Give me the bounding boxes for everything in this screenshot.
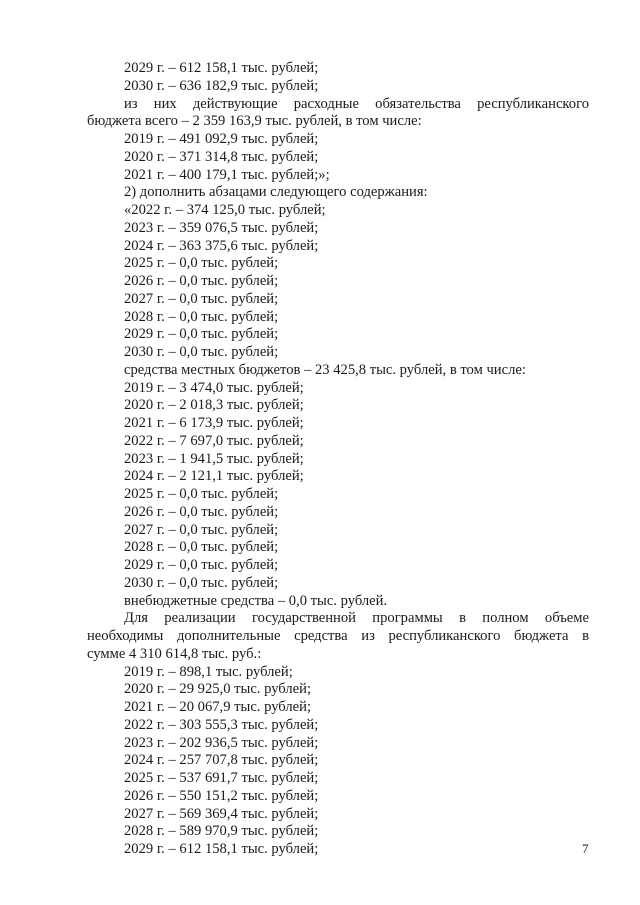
text-line: 2020 г. – 2 018,3 тыс. рублей; xyxy=(124,397,304,414)
text-line: 2030 г. – 636 182,9 тыс. рублей; xyxy=(124,77,319,94)
body-text xyxy=(87,60,589,859)
text-line: 2027 г. – 0,0 тыс. рублей; xyxy=(124,521,279,538)
text-line: 2025 г. – 0,0 тыс. рублей; xyxy=(124,255,279,272)
text-line: из них действующие расходные обязательства республиканского xyxy=(124,95,589,112)
text-line: 2029 г. – 0,0 тыс. рублей; xyxy=(124,557,279,573)
text-line: 2029 г. – 0,0 тыс. рублей; xyxy=(124,326,279,343)
text-line: Для реализации государственной программы в полном объеме xyxy=(124,610,589,627)
text-line: 2026 г. – 0,0 тыс. рублей; xyxy=(124,503,279,520)
text-line: 2023 г. – 202 936,5 тыс. рублей; xyxy=(124,734,319,751)
text-line: 2019 г. – 3 474,0 тыс. рублей; xyxy=(124,379,304,396)
page-number: 7 xyxy=(582,841,589,856)
text-line: 2021 г. – 6 173,9 тыс. рублей; xyxy=(124,415,304,431)
text-line: 2023 г. – 1 941,5 тыс. рублей; xyxy=(124,450,304,467)
text-line: 2025 г. – 0,0 тыс. рублей; xyxy=(124,486,279,502)
text-line: 2029 г. – 612 158,1 тыс. рублей; xyxy=(124,60,319,76)
text-line: «2022 г. – 374 125,0 тыс. рублей; xyxy=(124,202,326,218)
text-line: 2030 г. – 0,0 тыс. рублей; xyxy=(124,574,279,591)
text-line: 2027 г. – 0,0 тыс. рублей; xyxy=(124,290,279,307)
text-line: 2024 г. – 363 375,6 тыс. рублей; xyxy=(124,237,319,254)
text-line: 2021 г. – 20 067,9 тыс. рублей; xyxy=(124,699,311,715)
text-line: 2029 г. – 612 158,1 тыс. рублей; xyxy=(124,841,319,857)
text-line: средства местных бюджетов – 23 425,8 тыс. рублей, в том числе: xyxy=(124,361,526,378)
text-line: 2019 г. – 491 092,9 тыс. рублей; xyxy=(124,131,319,147)
text-line: 2026 г. – 550 151,2 тыс. рублей; xyxy=(124,787,319,804)
text-line: 2026 г. – 0,0 тыс. рублей; xyxy=(124,273,279,289)
text-line: внебюджетные средства – 0,0 тыс. рублей. xyxy=(124,592,388,609)
text-line: 2022 г. – 7 697,0 тыс. рублей; xyxy=(124,432,304,449)
text-line: 2023 г. – 359 076,5 тыс. рублей; xyxy=(124,219,319,236)
text-line: 2024 г. – 2 121,1 тыс. рублей; xyxy=(124,468,304,485)
text-line: 2020 г. – 371 314,8 тыс. рублей; xyxy=(124,148,319,165)
text-line: 2028 г. – 0,0 тыс. рублей; xyxy=(124,539,279,556)
text-line: 2025 г. – 537 691,7 тыс. рублей; xyxy=(124,770,319,786)
text-line: 2027 г. – 569 369,4 тыс. рублей; xyxy=(124,805,319,822)
text-line: 2030 г. – 0,0 тыс. рублей; xyxy=(124,344,279,360)
text-line: 2019 г. – 898,1 тыс. рублей; xyxy=(124,663,293,680)
text-line: 2028 г. – 0,0 тыс. рублей; xyxy=(124,308,279,325)
text-line: 2) дополнить абзацами следующего содержания: xyxy=(124,184,428,201)
text-line: сумме 4 310 614,8 тыс. руб.: xyxy=(87,645,262,662)
text-line: 2022 г. – 303 555,3 тыс. рублей; xyxy=(124,716,319,733)
text-line: 2020 г. – 29 925,0 тыс. рублей; xyxy=(124,681,311,698)
text-line: 2028 г. – 589 970,9 тыс. рублей; xyxy=(124,823,319,840)
text-line: необходимы дополнительные средства из республиканского бюджета в xyxy=(87,628,589,644)
text-line: 2024 г. – 257 707,8 тыс. рублей; xyxy=(124,752,319,769)
text-line: бюджета всего – 2 359 163,9 тыс. рублей, в том числе: xyxy=(87,113,422,130)
text-line: 2021 г. – 400 179,1 тыс. рублей;»; xyxy=(124,166,330,183)
